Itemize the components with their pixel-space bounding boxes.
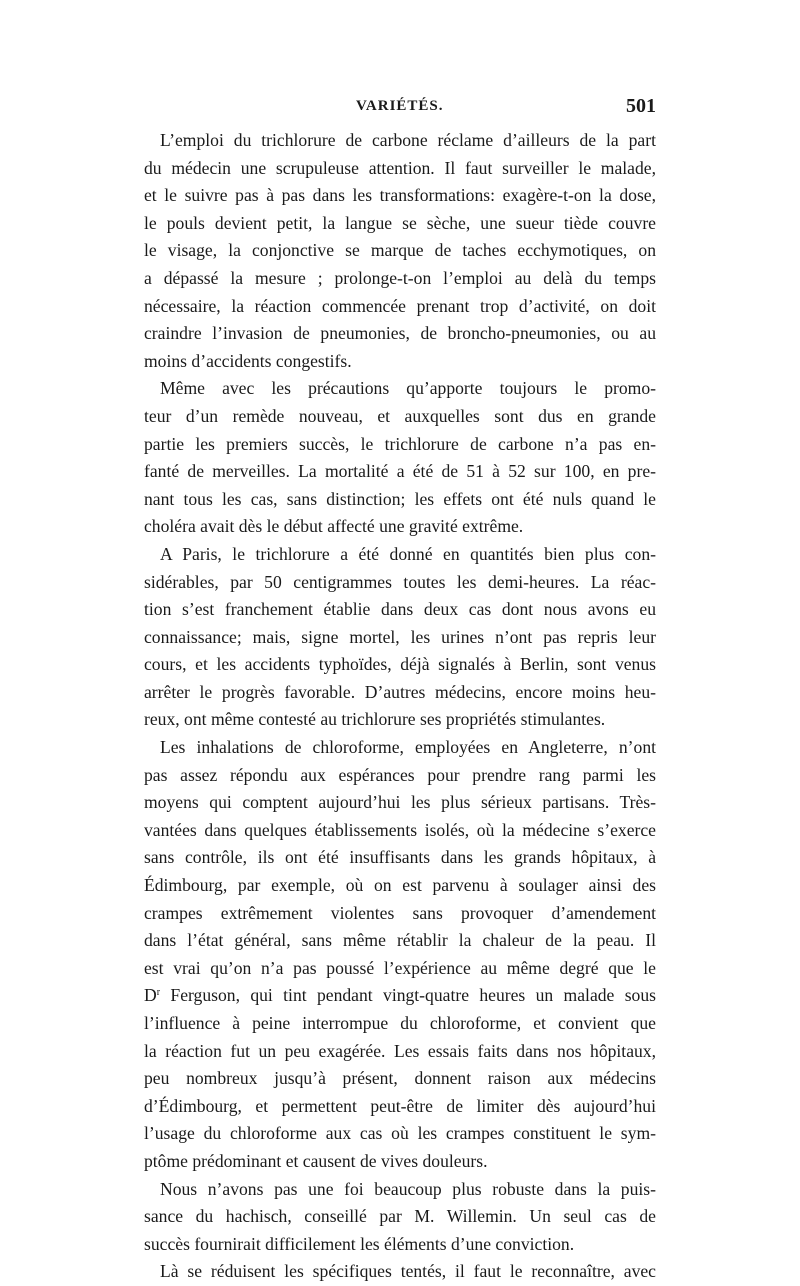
text-line: a dépassé la mesure ; prolonge-t-on l’emploi au delà du temps <box>144 267 656 288</box>
text-line: nécessaire, la réaction commencée prenant trop d’activité, on doit <box>144 295 656 316</box>
text-line: sidérables, par 50 centigrammes toutes les demi-heures. La réac- <box>144 571 656 592</box>
text-line-rest: Ferguson, qui tint pendant vingt-quatre heures un malade sous <box>170 985 656 1006</box>
text-line: arrêter le progrès favorable. D’autres médecins, encore moins heu- <box>144 681 656 702</box>
text-line: teur d’un remède nouveau, et auxquelles sont dus en grande <box>144 405 656 426</box>
text-line: partie les premiers succès, le trichlorure de carbone n’a pas en- <box>144 433 656 454</box>
text-line: l’usage du chloroforme aux cas où les crampes constituent le sym- <box>144 1123 656 1144</box>
text-line: crampes extrêmement violentes sans provoquer d’amendement <box>144 902 656 923</box>
text-line: Nous n’avons pas une foi beaucoup plus robuste dans la puis- <box>160 1178 656 1199</box>
text-line: l’influence à peine interrompue du chloroforme, et convient que <box>144 1013 656 1033</box>
body-text <box>144 127 656 1286</box>
text-line: et le suivre pas à pas dans les transformations: exagère-t-on la dose, <box>144 185 656 206</box>
text-line: fanté de merveilles. La mortalité a été de 51 à 52 sur 100, en pre- <box>144 461 656 482</box>
text-line: craindre l’invasion de pneumonies, de broncho-pneumonies, ou au <box>144 323 656 344</box>
text-line: le visage, la conjonctive se marque de taches ecchymotiques, on <box>144 240 656 261</box>
text-line: Les inhalations de chloroforme, employées en Angleterre, n’ont <box>160 737 656 758</box>
text-line-with-abbrev <box>144 982 656 1010</box>
text-line: choléra avait dès le début affecté une gravité extrême. <box>144 516 524 537</box>
abbrev-dr-sup: r <box>156 987 161 999</box>
text-line: A Paris, le trichlorure a été donné en quantités bien plus con- <box>160 543 656 564</box>
text-line: succès fournirait difficilement les éléments d’une conviction. <box>144 1233 575 1254</box>
text-line: d’Édimbourg, et permettent peut-être de limiter dès aujourd’hui <box>144 1095 656 1116</box>
page-number: 501 <box>626 95 656 117</box>
running-head: VARIÉTÉS. <box>356 98 444 114</box>
text-line: connaissance; mais, signe mortel, les urines n’ont pas repris leur <box>144 626 656 647</box>
text-line: ptôme prédominant et causent de vives douleurs. <box>144 1150 488 1171</box>
text-line: Même avec les précautions qu’apporte toujours le promo- <box>160 378 656 399</box>
abbrev-dr: D <box>144 985 157 1006</box>
text-line: la réaction fut un peu exagérée. Les essais faits dans nos hôpitaux, <box>144 1040 656 1061</box>
text-line: cours, et les accidents typhoïdes, déjà signalés à Berlin, sont venus <box>144 654 656 675</box>
text-line: pas assez répondu aux espérances pour prendre rang parmi les <box>144 764 656 785</box>
text-line: est vrai qu’on n’a pas poussé l’expérience au même degré que le <box>144 957 656 978</box>
text-line: vantées dans quelques établissements isolés, où la médecine s’exerce <box>144 819 656 840</box>
text-line: moins d’accidents congestifs. <box>144 350 352 371</box>
text-line: sance du hachisch, conseillé par M. Willemin. Un seul cas de <box>144 1206 656 1227</box>
text-line: tion s’est franchement établie dans deux cas dont nous avons eu <box>144 599 656 620</box>
text-line: Édimbourg, par exemple, où on est parvenu à soulager ainsi des <box>144 875 656 896</box>
text-line: moyens qui comptent aujourd’hui les plus sérieux partisans. Très- <box>144 792 656 813</box>
text-line: nant tous les cas, sans distinction; les effets ont été nuls quand le <box>144 488 656 509</box>
text-line: L’emploi du trichlorure de carbone réclame d’ailleurs de la part <box>160 130 656 150</box>
text-line: du médecin une scrupuleuse attention. Il faut surveiller le malade, <box>144 157 656 178</box>
text-line: Là se réduisent les spécifiques tentés, il faut le reconnaître, avec <box>160 1261 656 1282</box>
page-header <box>144 95 656 122</box>
text-line: peu nombreux jusqu’à présent, donnent raison aux médecins <box>144 1068 656 1089</box>
text-line: dans l’état général, sans même rétablir la chaleur de la peau. Il <box>144 930 656 951</box>
text-line: reux, ont même contesté au trichlorure ses propriétés stimulantes. <box>144 709 606 730</box>
text-line: sans contrôle, ils ont été insuffisants dans les grands hôpitaux, à <box>144 847 656 868</box>
text-line: le pouls devient petit, la langue se sèche, une sueur tiède couvre <box>144 212 656 233</box>
